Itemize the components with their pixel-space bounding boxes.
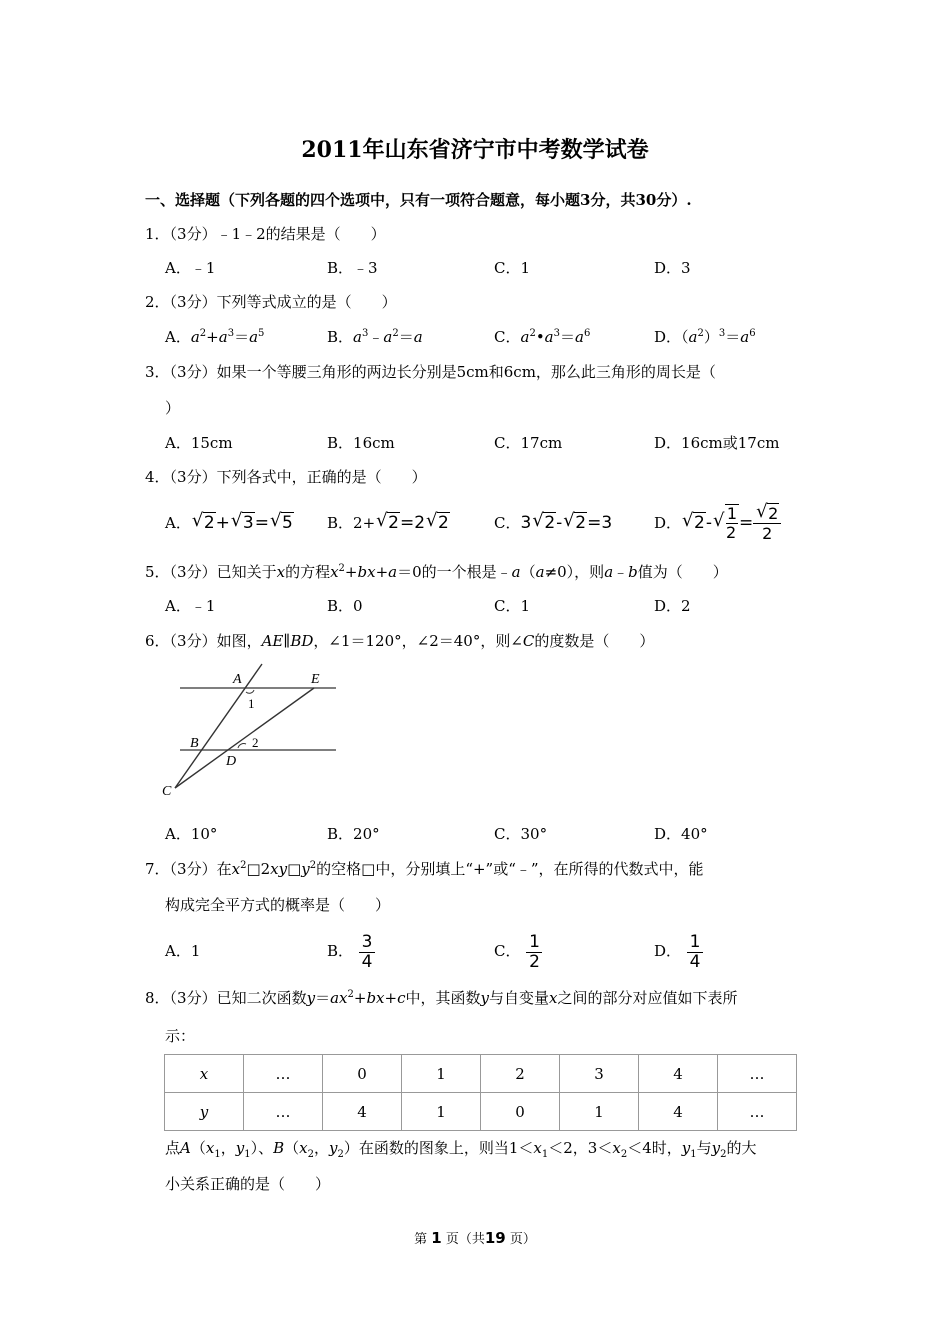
table-cell: … [718,1093,797,1131]
table-cell: x [165,1055,244,1093]
q7-d-denominator: 4 [689,951,701,972]
q3-option-b: B．16cm [327,434,395,452]
q3-stem-continued: ） [165,399,181,417]
q6-geometry-figure [160,658,342,802]
table-cell: 4 [639,1093,718,1131]
q2-option-d: D．$(a^2)^3=a^6$ [654,328,756,346]
footer-page-number: 1 [431,1229,442,1247]
q2-stem: 2．（3分）下列等式成立的是（ ） [145,293,397,311]
q4-stem: 4．（3分）下列各式中，正确的是（ ） [145,468,427,486]
label-e: E [311,672,320,687]
table-cell: 2 [481,1055,560,1093]
q7-option-b-fraction [359,933,375,972]
q7-c-numerator: 1 [529,931,540,952]
label-b: B [190,736,199,751]
q7-option-c [494,930,542,972]
q7-option-d-label: D． [654,942,682,960]
q4-option-d: D．√ 2-√ 1 2 = √ $\frac{2}{2}$ [654,502,781,544]
q1-stem: 1．（3分）﹣1﹣2的结果是（ ） [145,225,386,243]
q8-stem: 8．（3分）已知二次函数$y=ax^2+bx+c$中，其函数y与自变量x之间的部分对应值如下表所 [145,989,738,1007]
q4-option-c: C．3√ 2-√ 2=3 [494,513,612,533]
q3-stem: 3．（3分）如果一个等腰三角形的两边长分别是5cm和6cm，那么此三角形的周长是（ [145,363,716,381]
angle-2-arc [238,744,246,748]
q7-c-denominator: 2 [529,951,540,972]
page-title: 2011年山东省济宁市中考数学试卷 [301,137,649,163]
footer-total-pages: 19 [484,1229,506,1247]
q7-stem: 7．（3分）在$x^2□2xy□y^2$的空格□中，分别填上“+”或“﹣”，在所得的代数式中，能 [145,860,704,878]
q6-option-a: A．10° [165,825,218,843]
q7-option-d [654,930,703,972]
q7-d-numerator: 1 [689,931,701,952]
q1-option-c: C．1 [494,259,531,277]
q4-option-b: B．2+√ 2=2√ 2 [327,513,450,533]
q7-stem-continued: 构成完全平方式的概率是（ ） [165,896,391,914]
q7-b-numerator: 3 [361,931,373,952]
page-footer [0,1228,950,1250]
table-cell: 1 [560,1093,639,1131]
line-ca [175,664,262,788]
q1-option-b: B．﹣3 [327,259,378,277]
table-cell: … [244,1093,323,1131]
table-cell: 0 [481,1093,560,1131]
table-cell: … [244,1055,323,1093]
q5-stem: 5．（3分）已知关于x的方程$x^2+bx+a=0$的一个根是﹣a（a≠0），则a﹣b值为（ ） [145,563,728,581]
label-angle-1: 1 [248,696,255,711]
table-cell: y [165,1093,244,1131]
q6-stem: 6．（3分）如图，AE∥BD，∠1＝120°，∠2＝40°，则∠C的度数是（ ） [145,632,655,650]
q3-option-c: C．17cm [494,434,563,452]
q6-option-d: D．40° [654,825,708,843]
table-cell: … [718,1055,797,1093]
table-cell: 0 [323,1055,402,1093]
q7-option-b-label: B． [327,942,354,960]
table-row [165,1055,797,1093]
table-cell: 4 [323,1093,402,1131]
footer-suffix: 页） [509,1232,536,1247]
q7-b-denominator: 4 [361,951,373,972]
q6-option-c: C．30° [494,825,548,843]
footer-middle: 页（共 [445,1232,485,1247]
q8-stem-continued: 示： [165,1027,196,1045]
table-cell: 4 [639,1055,718,1093]
q5-option-d: D．2 [654,597,691,615]
q5-option-c: C．1 [494,597,531,615]
q7-option-c-fraction [526,933,542,972]
q5-option-a: A．﹣1 [165,597,216,615]
angle-1-arc [246,690,254,693]
q1-option-d: D．3 [654,259,691,277]
q3-option-d: D．16cm或17cm [654,434,780,452]
q3-option-a: A．15cm [165,434,233,452]
label-c: C [162,784,172,799]
table-cell: 1 [402,1055,481,1093]
q4-option-a: A．√ 2+√ 3=√ 5 [165,513,294,533]
table-row [165,1093,797,1131]
q2-option-c: C．$a^2•a^3=a^6$ [494,328,591,346]
label-a: A [233,672,242,687]
q5-option-b: B．0 [327,597,363,615]
q2-option-a: A．$a^2+a^3=a^5$ [165,328,265,346]
footer-prefix: 第 [414,1232,428,1247]
q8-after-table: 点$A(x_1$，$y_1$）、$B(x_2$，$y_2$）在函数的图象上，则当$1<x_1<2$，$3<x_2<4$时，$y_1$与$y_2$的大 [165,1139,757,1160]
q1-option-a: A．﹣1 [165,259,216,277]
label-angle-2: 2 [252,735,259,750]
q8-value-table [164,1054,797,1131]
q7-option-a: A．1 [165,942,201,960]
section-heading: 一、选择题（下列各题的四个选项中，只有一项符合题意，每小题3分，共30分）. [145,191,692,209]
q8-after-table-continued: 小关系正确的是（ ） [165,1175,331,1193]
q7-option-b [327,930,375,972]
table-cell: 1 [402,1093,481,1131]
label-d: D [226,754,237,769]
table-cell: 3 [560,1055,639,1093]
q7-option-d-fraction [687,933,703,972]
q6-option-b: B．20° [327,825,380,843]
q2-option-b: B．$a^3﹣a^2=a$ [327,328,423,346]
q7-option-c-label: C． [494,942,521,960]
